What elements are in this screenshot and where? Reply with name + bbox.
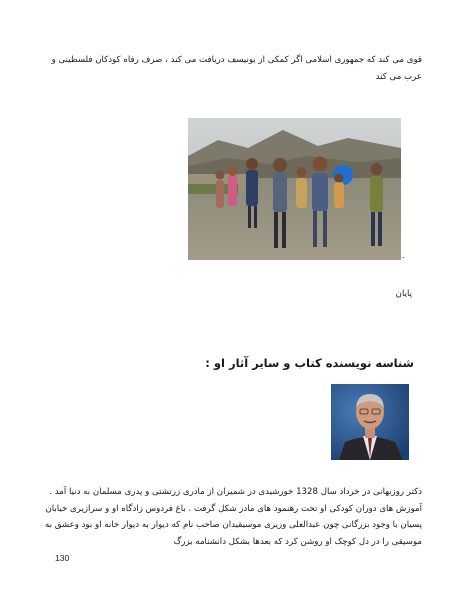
- author-portrait: [331, 384, 409, 460]
- end-label: پایان: [395, 289, 412, 299]
- page-number: 130: [55, 553, 70, 563]
- section-heading: شناسه نویسنده کتاب و سایر آثار او :: [205, 356, 414, 370]
- paragraph-top: قوی می کند که جمهوری اسلامی اگر کمکی از یونیسف دریافت می کند ، صرف رفاه کودکان فلسطینی و عرب می کند: [51, 55, 422, 82]
- paragraph-bio: دکتر روزبهانی در خرداد سال 1328 خورشیدی در شمیران از مادری زرتشتی و پدری مسلمان به دنیا آمد . آموزش های دوران کودکی او تحت رهنمود های مادر شکل گرفت . باغ فردوس زادگاه او و سرازیری خیابان پسیان با وجود بزرگانی چون عبدالعلی وزیری موسیقیدان صاحب نام که دیوار به دیوار خانه او بود وعشق به موسیقی را در دل کوچک او روشن کرد که بعدها بشکل دانشنامه بزرگ: [45, 487, 422, 547]
- dot-mark: .: [402, 251, 405, 260]
- photo-children-playing: [188, 118, 401, 260]
